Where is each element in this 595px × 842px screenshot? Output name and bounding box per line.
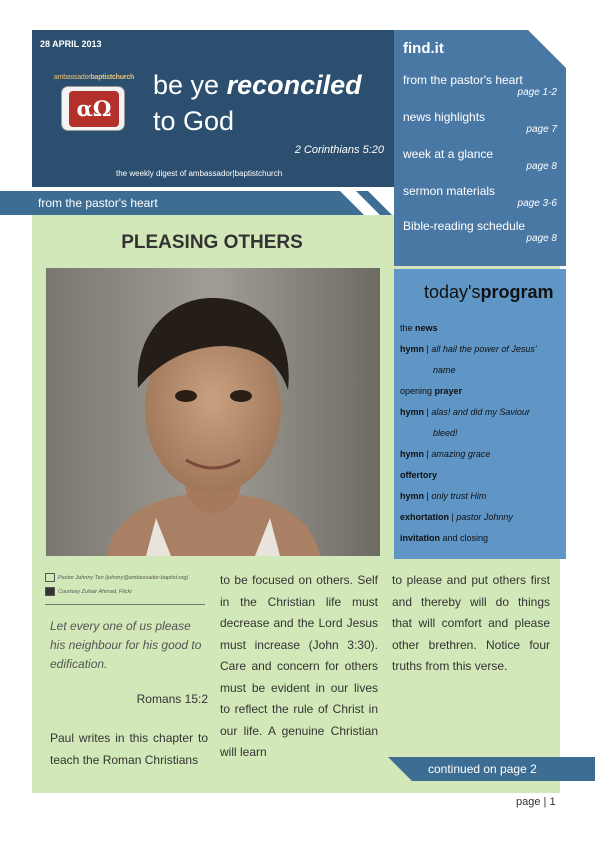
title-verse-reference: 2 Corinthians 5:20 xyxy=(294,144,384,156)
page-number: page | 1 xyxy=(516,796,556,808)
digest-tagline: the weekly digest of ambassador|baptistchurch xyxy=(116,169,283,178)
program-item-hymn-3: hymn | amazing grace xyxy=(400,449,491,459)
program-item-offertory: offertory xyxy=(400,470,438,480)
key-verse-reference: Romans 15:2 xyxy=(136,692,208,706)
find-item-bible-reading[interactable]: Bible-reading schedule page 8 xyxy=(403,219,557,244)
program-item-hymn-2-cont: bleed! xyxy=(433,428,458,438)
program-item-invitation: invitation and closing xyxy=(400,533,489,543)
logo-name: ambassadorbaptistchurch xyxy=(53,74,135,81)
article-column-3: to please and put others first and thereby will do things that will comfort and please other brethren. Notice four truths from this verse. xyxy=(392,573,550,673)
key-verse-quote: Let every one of us please his neighbour for his good to edification. xyxy=(50,619,202,671)
issue-title-line2: to God xyxy=(153,106,235,136)
program-item-exhortation: exhortation | pastor Johnny xyxy=(400,512,513,522)
program-item-hymn-2: hymn | alas! and did my Saviour xyxy=(400,407,530,417)
program-title: today'sprogram xyxy=(424,282,554,302)
pencil-icon xyxy=(45,573,55,582)
issue-title: be ye reconciled xyxy=(153,70,362,100)
article-title: PLEASING OTHERS xyxy=(121,232,303,253)
program-item-prayer: opening prayer xyxy=(400,386,463,396)
alpha-omega-icon: αΩ xyxy=(69,91,119,127)
issue-date: 28 APRIL 2013 xyxy=(40,39,102,49)
logo-badge xyxy=(61,86,125,131)
article-column-2: to be focused on others. Self in the Christian life must decrease and the Lord Jesus must increase (John 3:30). Care and concern for others must be evident in our lives to reflect the rule of Christ in our life. A genuine Christian will learn xyxy=(220,573,378,759)
program-item-news: the news xyxy=(400,323,438,333)
continued-link[interactable]: continued on page 2 xyxy=(428,762,537,776)
article-credits xyxy=(45,573,207,613)
find-item-news-highlights[interactable]: news highlights page 7 xyxy=(403,110,557,135)
find-item-week-at-a-glance[interactable]: week at a glance page 8 xyxy=(403,147,557,172)
find-it-title: find.it xyxy=(403,40,444,57)
article-photo xyxy=(46,268,380,556)
program-item-hymn-1-cont: name xyxy=(433,365,456,375)
church-logo xyxy=(46,74,142,162)
author-credit: Pastor Johnny Tan (johnny@ambassador-baptist.org) xyxy=(45,573,207,587)
photo-credit: Courtesy Zuhair Ahmad, Flickr xyxy=(45,587,207,601)
section-label: from the pastor's heart xyxy=(38,196,158,210)
find-item-sermon-materials[interactable]: sermon materials page 3-6 xyxy=(403,184,557,209)
find-item-pastors-heart[interactable]: from the pastor's heart page 1-2 xyxy=(403,73,557,98)
program-item-hymn-4: hymn | only trust Him xyxy=(400,491,487,501)
credit-divider xyxy=(45,604,205,605)
masthead xyxy=(32,30,394,187)
camera-icon xyxy=(45,587,55,596)
article-column-1: Paul writes in this chapter to teach the Roman Christians xyxy=(50,731,208,767)
program-item-hymn-1: hymn | all hail the power of Jesus' xyxy=(400,344,537,354)
program-list xyxy=(400,318,562,549)
